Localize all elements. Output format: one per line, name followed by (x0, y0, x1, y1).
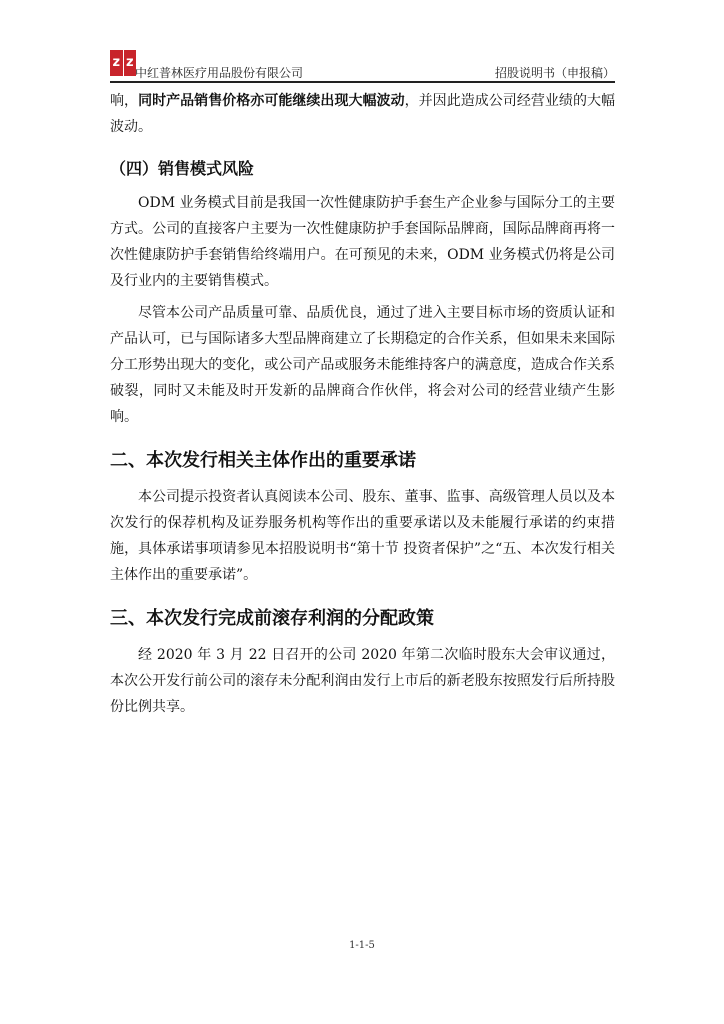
section-heading-sales-model-risk: （四）销售模式风险 (110, 159, 255, 178)
paragraph-commitments: 本公司提示投资者认真阅读本公司、股东、董事、监事、高级管理人员以及本次发行的保荐机构及证券服务机构等作出的重要承诺以及未能履行承诺的约束措施，具体承诺事项请参见本招股说明书“第十节 投资者保护”之“五、本次发行相关主体作出的重要承诺”。 (110, 489, 615, 583)
paragraph-odm-model: ODM 业务模式目前是我国一次性健康防护手套生产企业参与国际分工的主要方式。公司的直接客户主要为一次性健康防护手套国际品牌商，国际品牌商再将一次性健康防护手套销售给终端用户。在可预见的未来，ODM 业务模式仍将是公司及行业内的主要销售模式。 (110, 195, 615, 289)
company-logo (110, 50, 136, 76)
continued-lead: 响， (110, 93, 139, 109)
page-number: 1-1-5 (349, 940, 375, 951)
logo-letter-right: z (123, 50, 137, 76)
section-heading-commitments: 二、本次发行相关主体作出的重要承诺 (110, 450, 416, 471)
logo-letter-left: z (110, 50, 123, 76)
company-name: 中红普林医疗用品股份有限公司 (135, 66, 304, 80)
section-heading-profit-distribution: 三、本次发行完成前滚存利润的分配政策 (110, 608, 434, 629)
header-divider (110, 81, 615, 83)
emphasized-text: 同时产品销售价格亦可能继续出现大幅波动 (138, 93, 405, 109)
page-body (110, 88, 615, 720)
paragraph-partner-risk: 尽管本公司产品质量可靠、品质优良，通过了进入主要目标市场的资质认证和产品认可，已与国际诸多大型品牌商建立了长期稳定的合作关系，但如果未来国际分工形势出现大的变化，或公司产品或服务未能维持客户的满意度，造成合作关系破裂，同时又未能及时开发新的品牌商合作伙伴，将会对公司的经营业绩产生影响。 (110, 305, 615, 425)
document-type: 招股说明书（申报稿） (494, 66, 615, 80)
paragraph-profit-distribution: 经 2020 年 3 月 22 日召开的公司 2020 年第二次临时股东大会审议通过，本次公开发行前公司的滚存未分配利润由发行上市后的新老股东按照发行后所持股份比例共享。 (110, 647, 615, 715)
page-header (110, 50, 615, 80)
continued-paragraph (110, 88, 615, 140)
continued-tail: ，并因此造成公司经营业绩的大幅波动。 (110, 93, 616, 135)
